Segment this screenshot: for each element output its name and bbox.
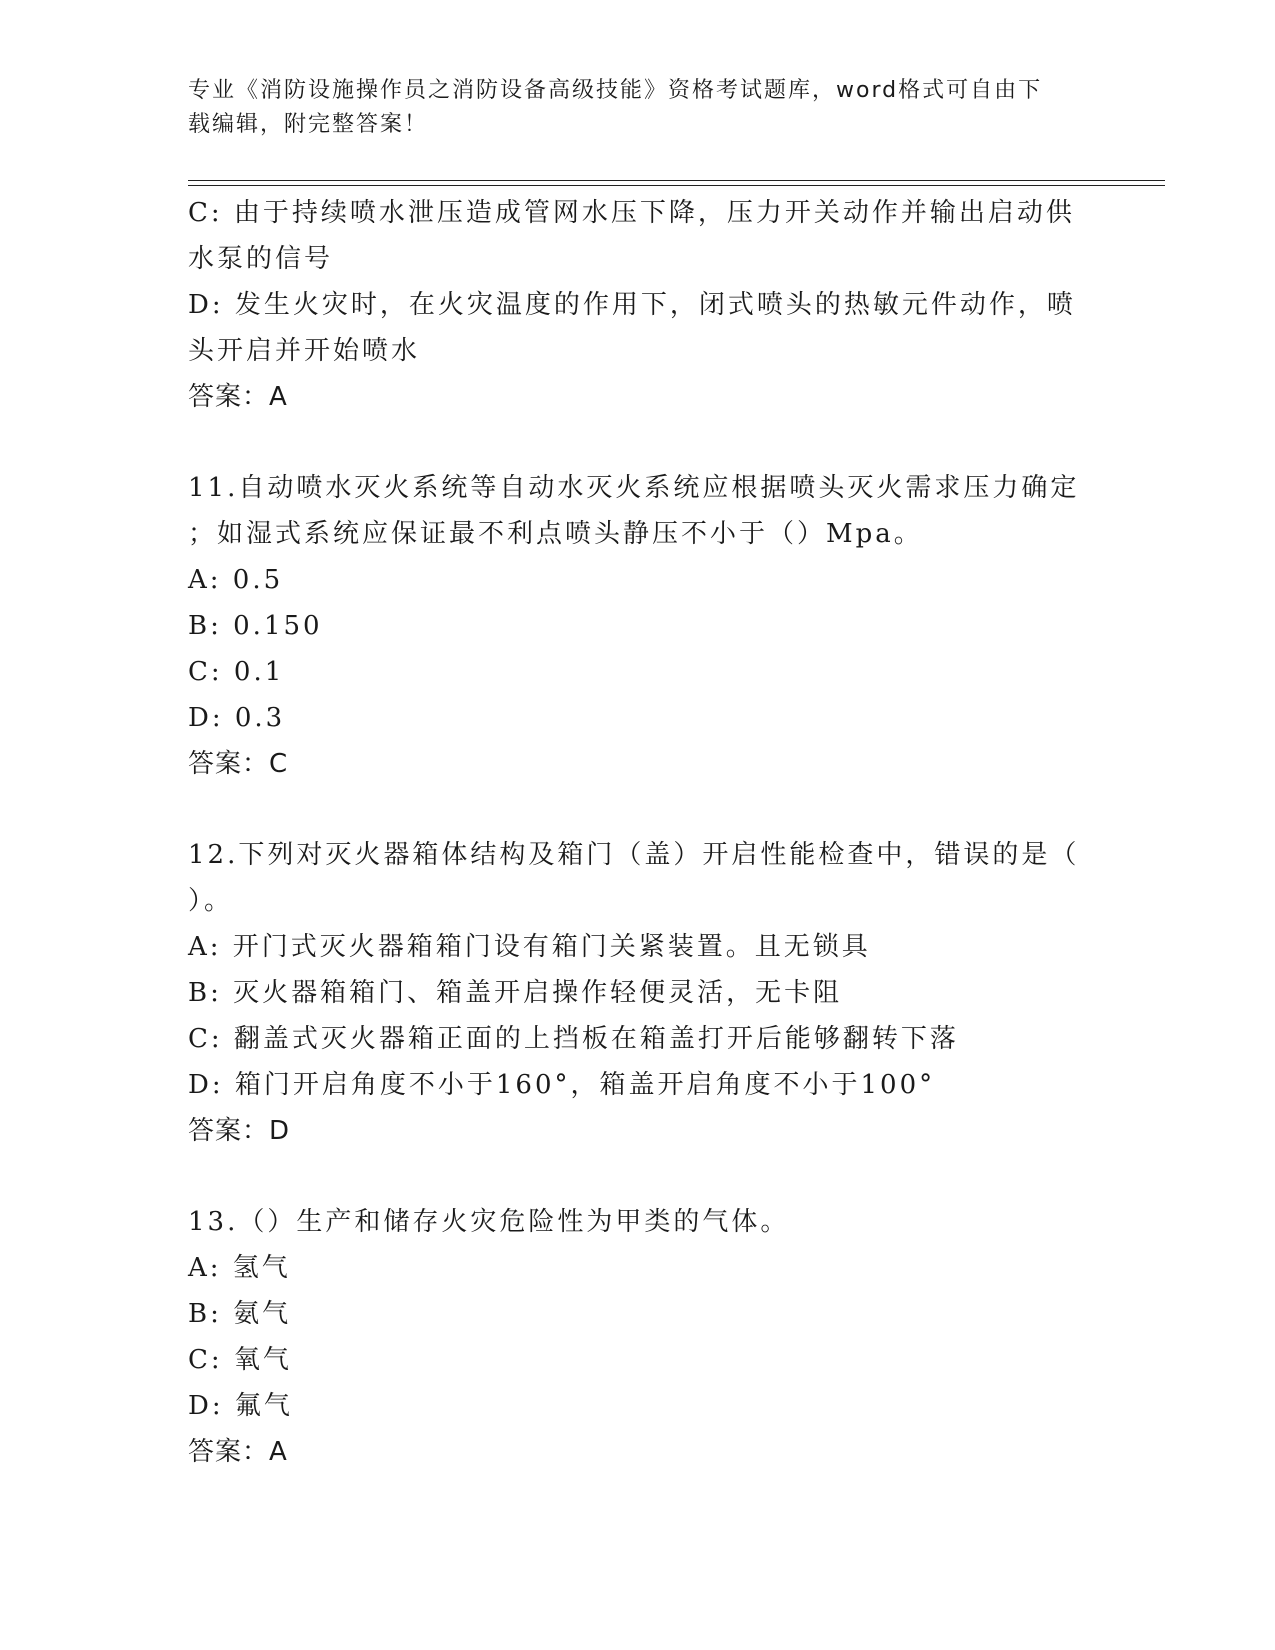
- question-10-continued: [188, 190, 1088, 420]
- option-d: D: 0.3: [188, 703, 286, 733]
- option-d: D: 氟气: [188, 1391, 293, 1421]
- question-12: [188, 832, 1088, 1154]
- answer: 答案：C: [188, 749, 289, 779]
- option-d-line-1: D: 发生火灾时，在火灾温度的作用下，闭式喷头的热敏元件动作，喷: [188, 290, 1076, 320]
- answer: 答案：A: [188, 1437, 288, 1467]
- header-line-1: 专业《消防设施操作员之消防设备高级技能》资格考试题库，word格式可自由下: [188, 78, 1043, 103]
- question-stem-line-2: ；如湿式系统应保证最不利点喷头静压不小于（）Mpa。: [188, 519, 923, 549]
- question-stem-line-1: 11.自动喷水灭火系统等自动水灭火系统应根据喷头灭火需求压力确定: [188, 473, 1080, 503]
- question-list: [188, 190, 1088, 1475]
- option-d: D: 箱门开启角度不小于160°，箱盖开启角度不小于100°: [188, 1070, 936, 1100]
- option-b: B: 氨气: [188, 1299, 292, 1329]
- option-b: B: 0.150: [188, 611, 323, 641]
- header-divider-bottom: [188, 185, 1165, 186]
- document-header: [188, 74, 1068, 142]
- option-c-line-1: C: 由于持续喷水泄压造成管网水压下降，压力开关动作并输出启动供: [188, 198, 1075, 228]
- option-c: C: 氧气: [188, 1345, 292, 1375]
- header-line-2: 载编辑，附完整答案！: [188, 112, 429, 137]
- option-a: A: 氢气: [188, 1253, 291, 1283]
- question-stem: 13.（）生产和储存火灾危险性为甲类的气体。: [188, 1207, 790, 1237]
- answer: 答案：D: [188, 1116, 291, 1146]
- option-b: B: 灭火器箱箱门、箱盖开启操作轻便灵活，无卡阻: [188, 978, 843, 1008]
- option-a: A: 开门式灭火器箱箱门设有箱门关紧装置。且无锁具: [188, 932, 871, 962]
- question-11: [188, 465, 1088, 787]
- spacer: [188, 787, 1088, 832]
- option-a: A: 0.5: [188, 565, 284, 595]
- header-divider-top: [188, 180, 1165, 181]
- spacer: [188, 1154, 1088, 1199]
- question-stem-line-1: 12.下列对灭火器箱体结构及箱门（盖）开启性能检查中，错误的是（: [188, 840, 1080, 870]
- answer: 答案：A: [188, 382, 288, 412]
- question-stem-line-2: ）。: [188, 886, 234, 916]
- option-c: C: 0.1: [188, 657, 285, 687]
- spacer: [188, 420, 1088, 465]
- question-13: [188, 1199, 1088, 1475]
- option-d-line-2: 头开启并开始喷水: [188, 336, 421, 366]
- option-c-line-2: 水泵的信号: [188, 244, 334, 274]
- option-c: C: 翻盖式灭火器箱正面的上挡板在箱盖打开后能够翻转下落: [188, 1024, 959, 1054]
